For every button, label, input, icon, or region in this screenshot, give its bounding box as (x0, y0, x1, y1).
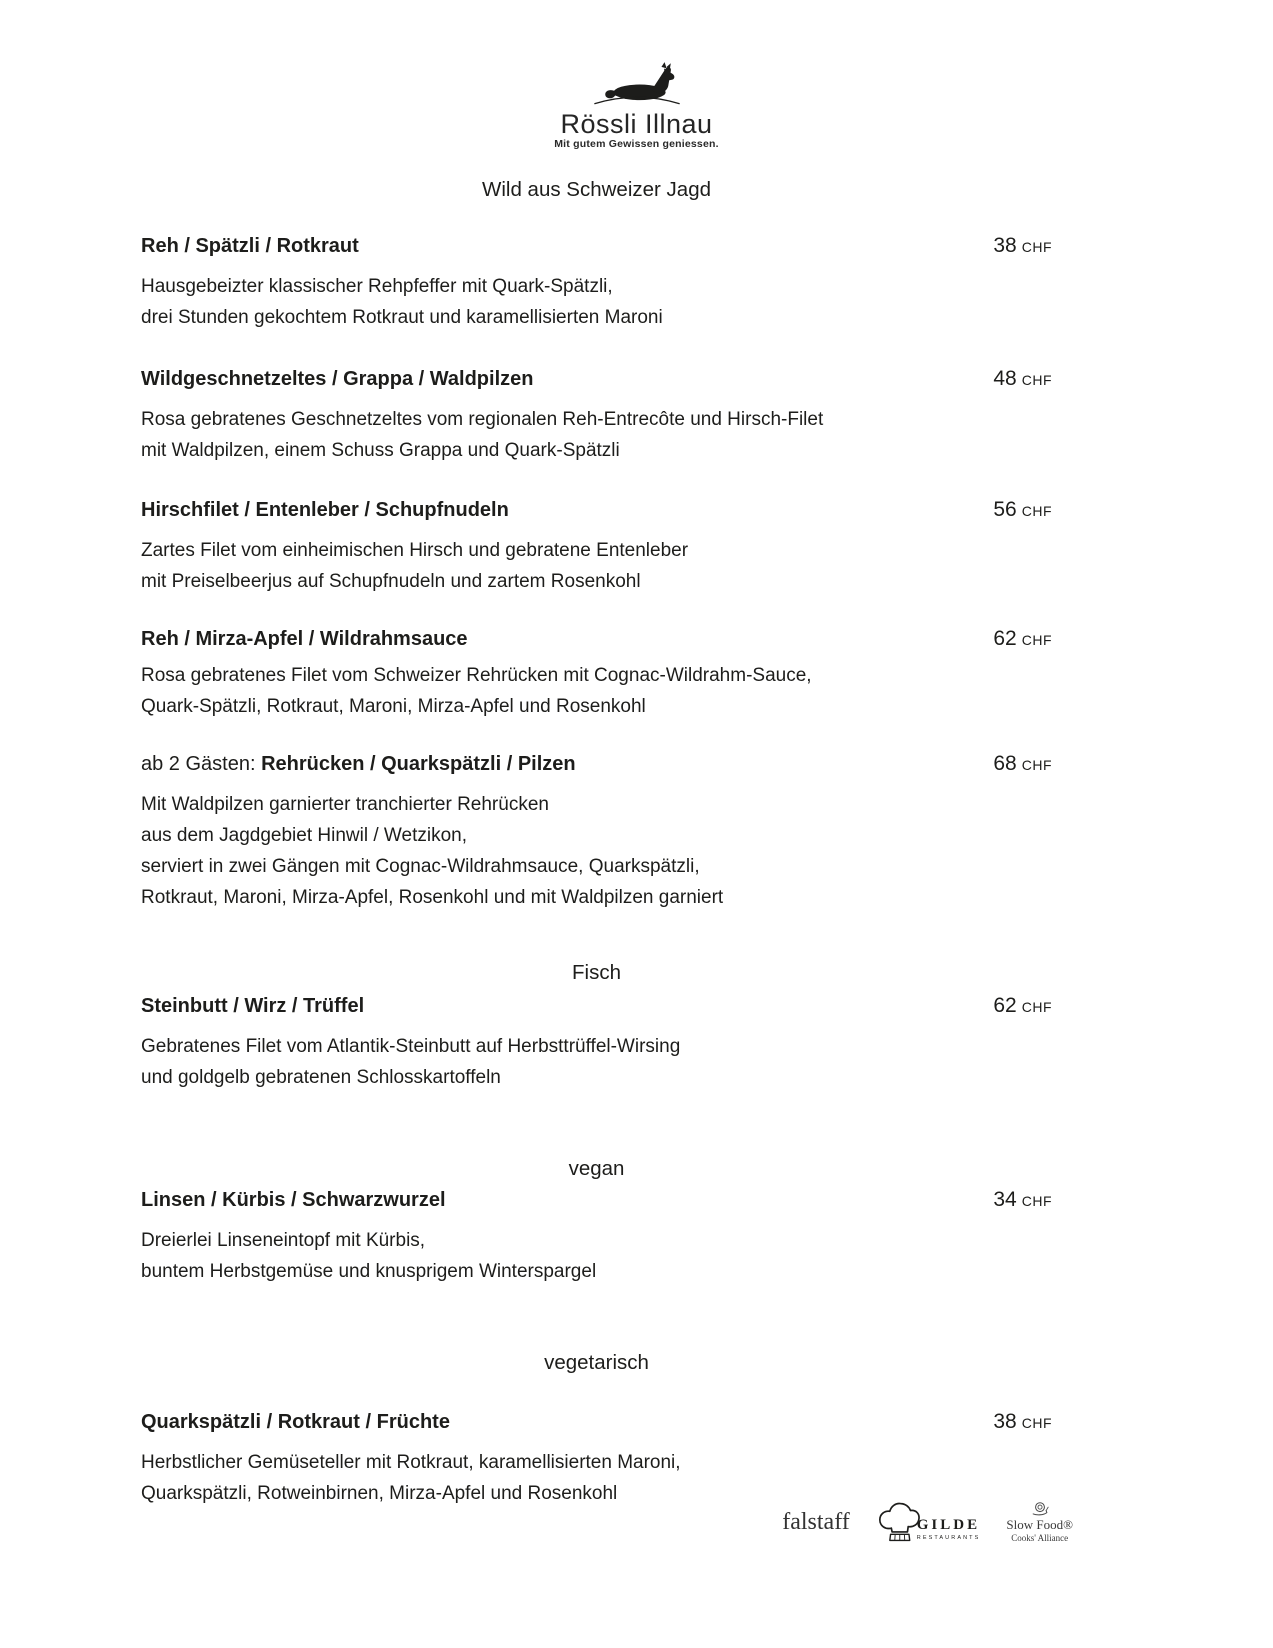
menu-item (141, 234, 1052, 333)
brand-tagline: Mit gutem Gewissen geniessen. (554, 138, 719, 150)
dish-price: 38 CHF (993, 234, 1052, 257)
section-heading-vegetarisch: vegetarisch (544, 1351, 649, 1374)
menu-item (141, 1188, 1052, 1287)
dish-title: Hirschfilet / Entenleber / Schupfnudeln (141, 499, 509, 521)
slow-food-label: Slow Food® (1006, 1517, 1073, 1532)
dish-title: Steinbutt / Wirz / Trüffel (141, 995, 365, 1017)
dish-title: ab 2 Gästen: Rehrücken / Quarkspätzli / Pilzen (141, 753, 576, 775)
dish-description: Mit Waldpilzen garnierter tranchierter Rehrücken aus dem Jagdgebiet Hinwil / Wetzikon, serviert in zwei Gängen mit Cognac-Wildrahmsauce, Quarkspätzli, Rotkraut, Maroni, Mirza-Apfel, Rosenkohl und mit Waldpilzen garniert (141, 794, 724, 908)
dish-price: 38 CHF (993, 1410, 1052, 1433)
dish-title: Reh / Mirza-Apfel / Wildrahmsauce (141, 628, 468, 650)
dish-price: 68 CHF (993, 752, 1052, 775)
menu-item (141, 994, 1052, 1093)
menu-item (141, 498, 1052, 597)
menu-item (141, 627, 1052, 722)
dish-description: Zartes Filet vom einheimischen Hirsch und gebratene Entenleber mit Preiselbeerjus auf Schupfnudeln und zartem Rosenkohl (141, 540, 689, 592)
dish-title: Wildgeschnetzeltes / Grappa / Waldpilzen (141, 368, 534, 390)
dish-description: Rosa gebratenes Geschnetzeltes vom regionalen Reh-Entrecôte und Hirsch-Filet mit Waldpilzen, einem Schuss Grappa und Quark-Spätzli (141, 409, 824, 461)
dish-price: 62 CHF (993, 994, 1052, 1017)
dish-description: Hausgebeizter klassischer Rehpfeffer mit Quark-Spätzli, drei Stunden gekochtem Rotkraut und karamellisierten Maroni (141, 276, 663, 328)
horse-icon (549, 58, 725, 110)
menu-content (141, 148, 1052, 1509)
gilde-label: GILDE (916, 1517, 981, 1533)
dish-description: Dreierlei Linseneintopf mit Kürbis, buntem Herbstgemüse und knusprigem Winterspargel (141, 1230, 597, 1282)
menu-item (141, 752, 1052, 913)
dish-description: Gebratenes Filet vom Atlantik-Steinbutt auf Herbsttrüffel-Wirsing und goldgelb gebratenen Schlosskartoffeln (141, 1036, 681, 1088)
partner-logos (782, 1500, 1073, 1544)
dish-title: Linsen / Kürbis / Schwarzwurzel (141, 1189, 446, 1211)
falstaff-logo: falstaff (782, 1508, 850, 1535)
section-heading-fisch: Fisch (572, 961, 621, 984)
gilde-logo (876, 1500, 981, 1544)
restaurant-logo (0, 0, 1273, 151)
dish-description: Rosa gebratenes Filet vom Schweizer Rehrücken mit Cognac-Wildrahm-Sauce, Quark-Spätzli, Rotkraut, Maroni, Mirza-Apfel und Rosenkohl (141, 665, 812, 717)
dish-price: 62 CHF (993, 627, 1052, 650)
dish-description: Herbstlicher Gemüseteller mit Rotkraut, karamellisierten Maroni, Quarkspätzli, Rotweinbirnen, Mirza-Apfel und Rosenkohl (141, 1452, 681, 1504)
dish-title: Quarkspätzli / Rotkraut / Früchte (141, 1411, 450, 1433)
slow-food-logo (1006, 1501, 1073, 1543)
gilde-sublabel: RESTAURANTS (916, 1535, 981, 1541)
dish-price: 34 CHF (993, 1188, 1052, 1211)
dish-price: 56 CHF (993, 498, 1052, 521)
slow-food-sublabel: Cooks' Alliance (1011, 1533, 1069, 1543)
brand-name: Rössli Illnau (560, 109, 713, 139)
dish-title: Reh / Spätzli / Rotkraut (141, 235, 359, 257)
section-heading-vegan: vegan (568, 1157, 625, 1180)
dish-title-prefix: ab 2 Gästen: (141, 753, 262, 775)
menu-item (141, 367, 1052, 466)
snail-icon (1031, 1501, 1049, 1516)
section-heading-wild: Wild aus Schweizer Jagd (481, 178, 711, 201)
chef-hat-icon (876, 1500, 922, 1544)
menu-item (141, 1410, 1052, 1509)
dish-price: 48 CHF (993, 367, 1052, 390)
